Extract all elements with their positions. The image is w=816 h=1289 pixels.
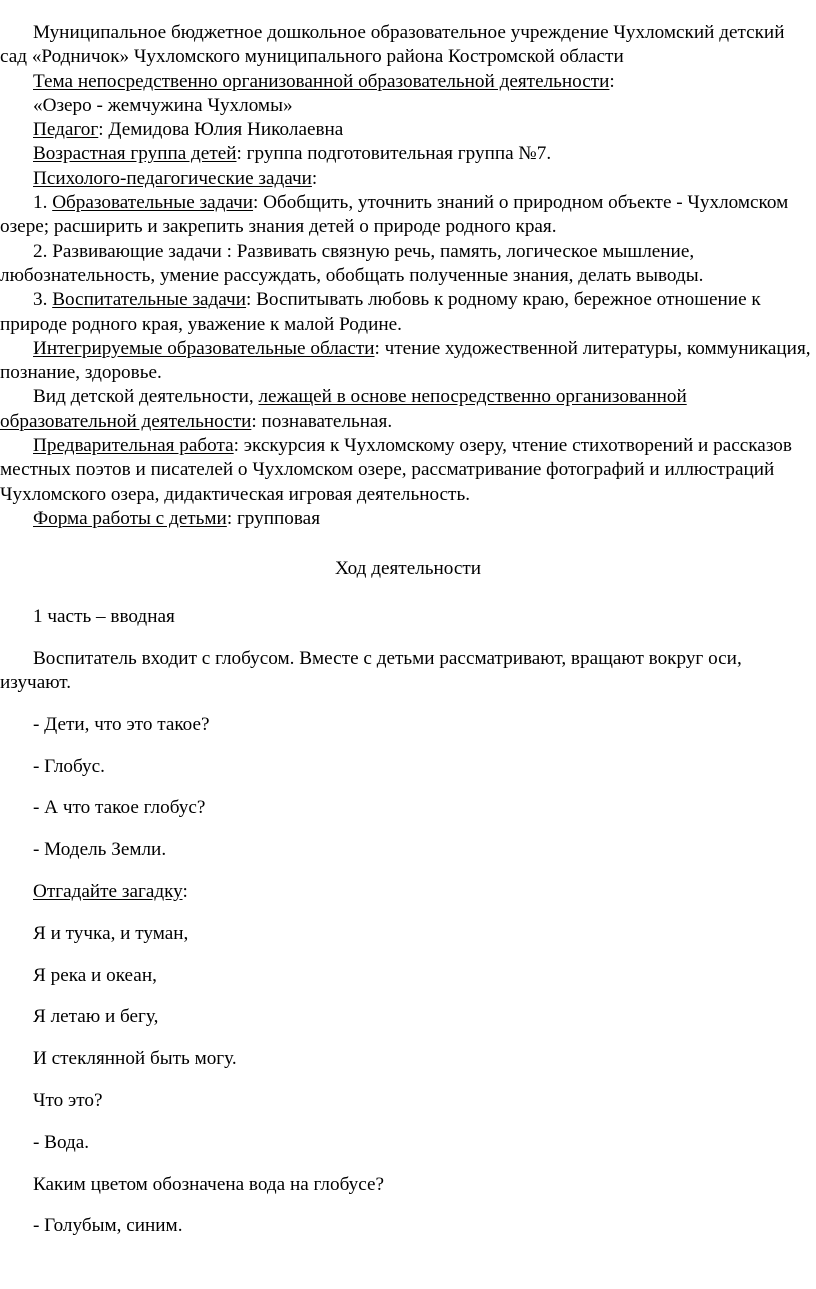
riddle-heading: Отгадайте загадку: [33,881,188,903]
task-3-label: Воспитательные задачи [52,289,246,311]
age-group-line: Возрастная группа детей: группа подготовительная группа №7. [33,143,552,165]
task-1: 1. Образовательные задачи: Обобщить, уточнить знаний о природном объекте - Чухломском озере; расширить и закрепить знания детей о природе родного края. [0,192,789,238]
dialog-line: Каким цветом обозначена вода на глобусе? [33,1173,385,1195]
header-block [0,21,816,531]
task-3: 3. Воспитательные задачи: Воспитывать любовь к родному краю, бережное отношение к природе родного края, уважение к малой Родине. [0,289,761,335]
areas-line: Интегрируемые образовательные области: чтение художественной литературы, коммуникация, познание, здоровье. [0,337,811,384]
activity-line: Вид детской деятельности, лежащей в основе непосредственно организованной образовательной деятельности: познавательная. [0,386,687,432]
riddle-line: Я летаю и бегу, [33,1006,159,1028]
part-heading: 1 часть – вводная [33,606,175,627]
intro-paragraph: Воспитатель входит с глобусом. Вместе с детьми рассматривают, вращают вокруг оси, изучают. [0,647,742,694]
dialog-line: - Модель Земли. [33,839,167,861]
age-group-label: Возрастная группа детей [33,143,237,165]
activity-label: лежащей в основе непосредственно организованной образовательной деятельности [0,386,687,432]
areas-label: Интегрируемые образовательные области [33,337,375,359]
dialog-line: Что это? [33,1090,103,1112]
riddle-line: И стеклянной быть могу. [33,1048,237,1070]
riddle-line: Я и тучка, и туман, [33,922,189,944]
riddle-line: Я река и океан, [33,964,157,986]
prep-label: Предварительная работа [33,435,234,457]
task-1-label: Образовательные задачи [52,192,254,214]
tasks-line: Психолого-педагогические задачи: [33,167,318,189]
theme-label: Тема непосредственно организованной образовательной деятельности [33,70,610,92]
dialog-line: - Вода. [33,1131,90,1153]
teacher-line: Педагог: Демидова Юлия Николаевна [33,119,344,141]
form-line: Форма работы с детьми: групповая [33,507,321,529]
org-name: Муниципальное бюджетное дошкольное образовательное учреждение Чухломский детский сад «Родничок» Чухломского муниципального района Костромской области [0,22,785,68]
prep-line: Предварительная работа: экскурсия к Чухломскому озеру, чтение стихотворений и рассказов местных поэтов и писателей о Чухломском озере, рассматривание фотографий и иллюстраций Чухломского озера, дидактическая игровая деятельность. [0,435,792,505]
section-title: Ход деятельности [334,558,482,579]
teacher-label: Педагог [33,119,99,141]
dialog-line: - Голубым, синим. [33,1215,183,1237]
dialog-line: - Глобус. [33,755,105,777]
theme-line: Тема непосредственно организованной образовательной деятельности: [33,70,615,92]
form-label: Форма работы с детьми [33,507,227,529]
tasks-label: Психолого-педагогические задачи [33,167,312,189]
theme-value: «Озеро - жемчужина Чухломы» [33,94,293,116]
dialog-line: - Дети, что это такое? [33,713,210,735]
dialog-line: - А что такое глобус? [33,797,206,819]
activity-body [0,605,816,1256]
task-2: 2. Развивающие задачи : Развивать связную речь, память, логическое мышление, любознательность, умение рассуждать, обобщать полученные знания, делать выводы. [0,240,704,286]
